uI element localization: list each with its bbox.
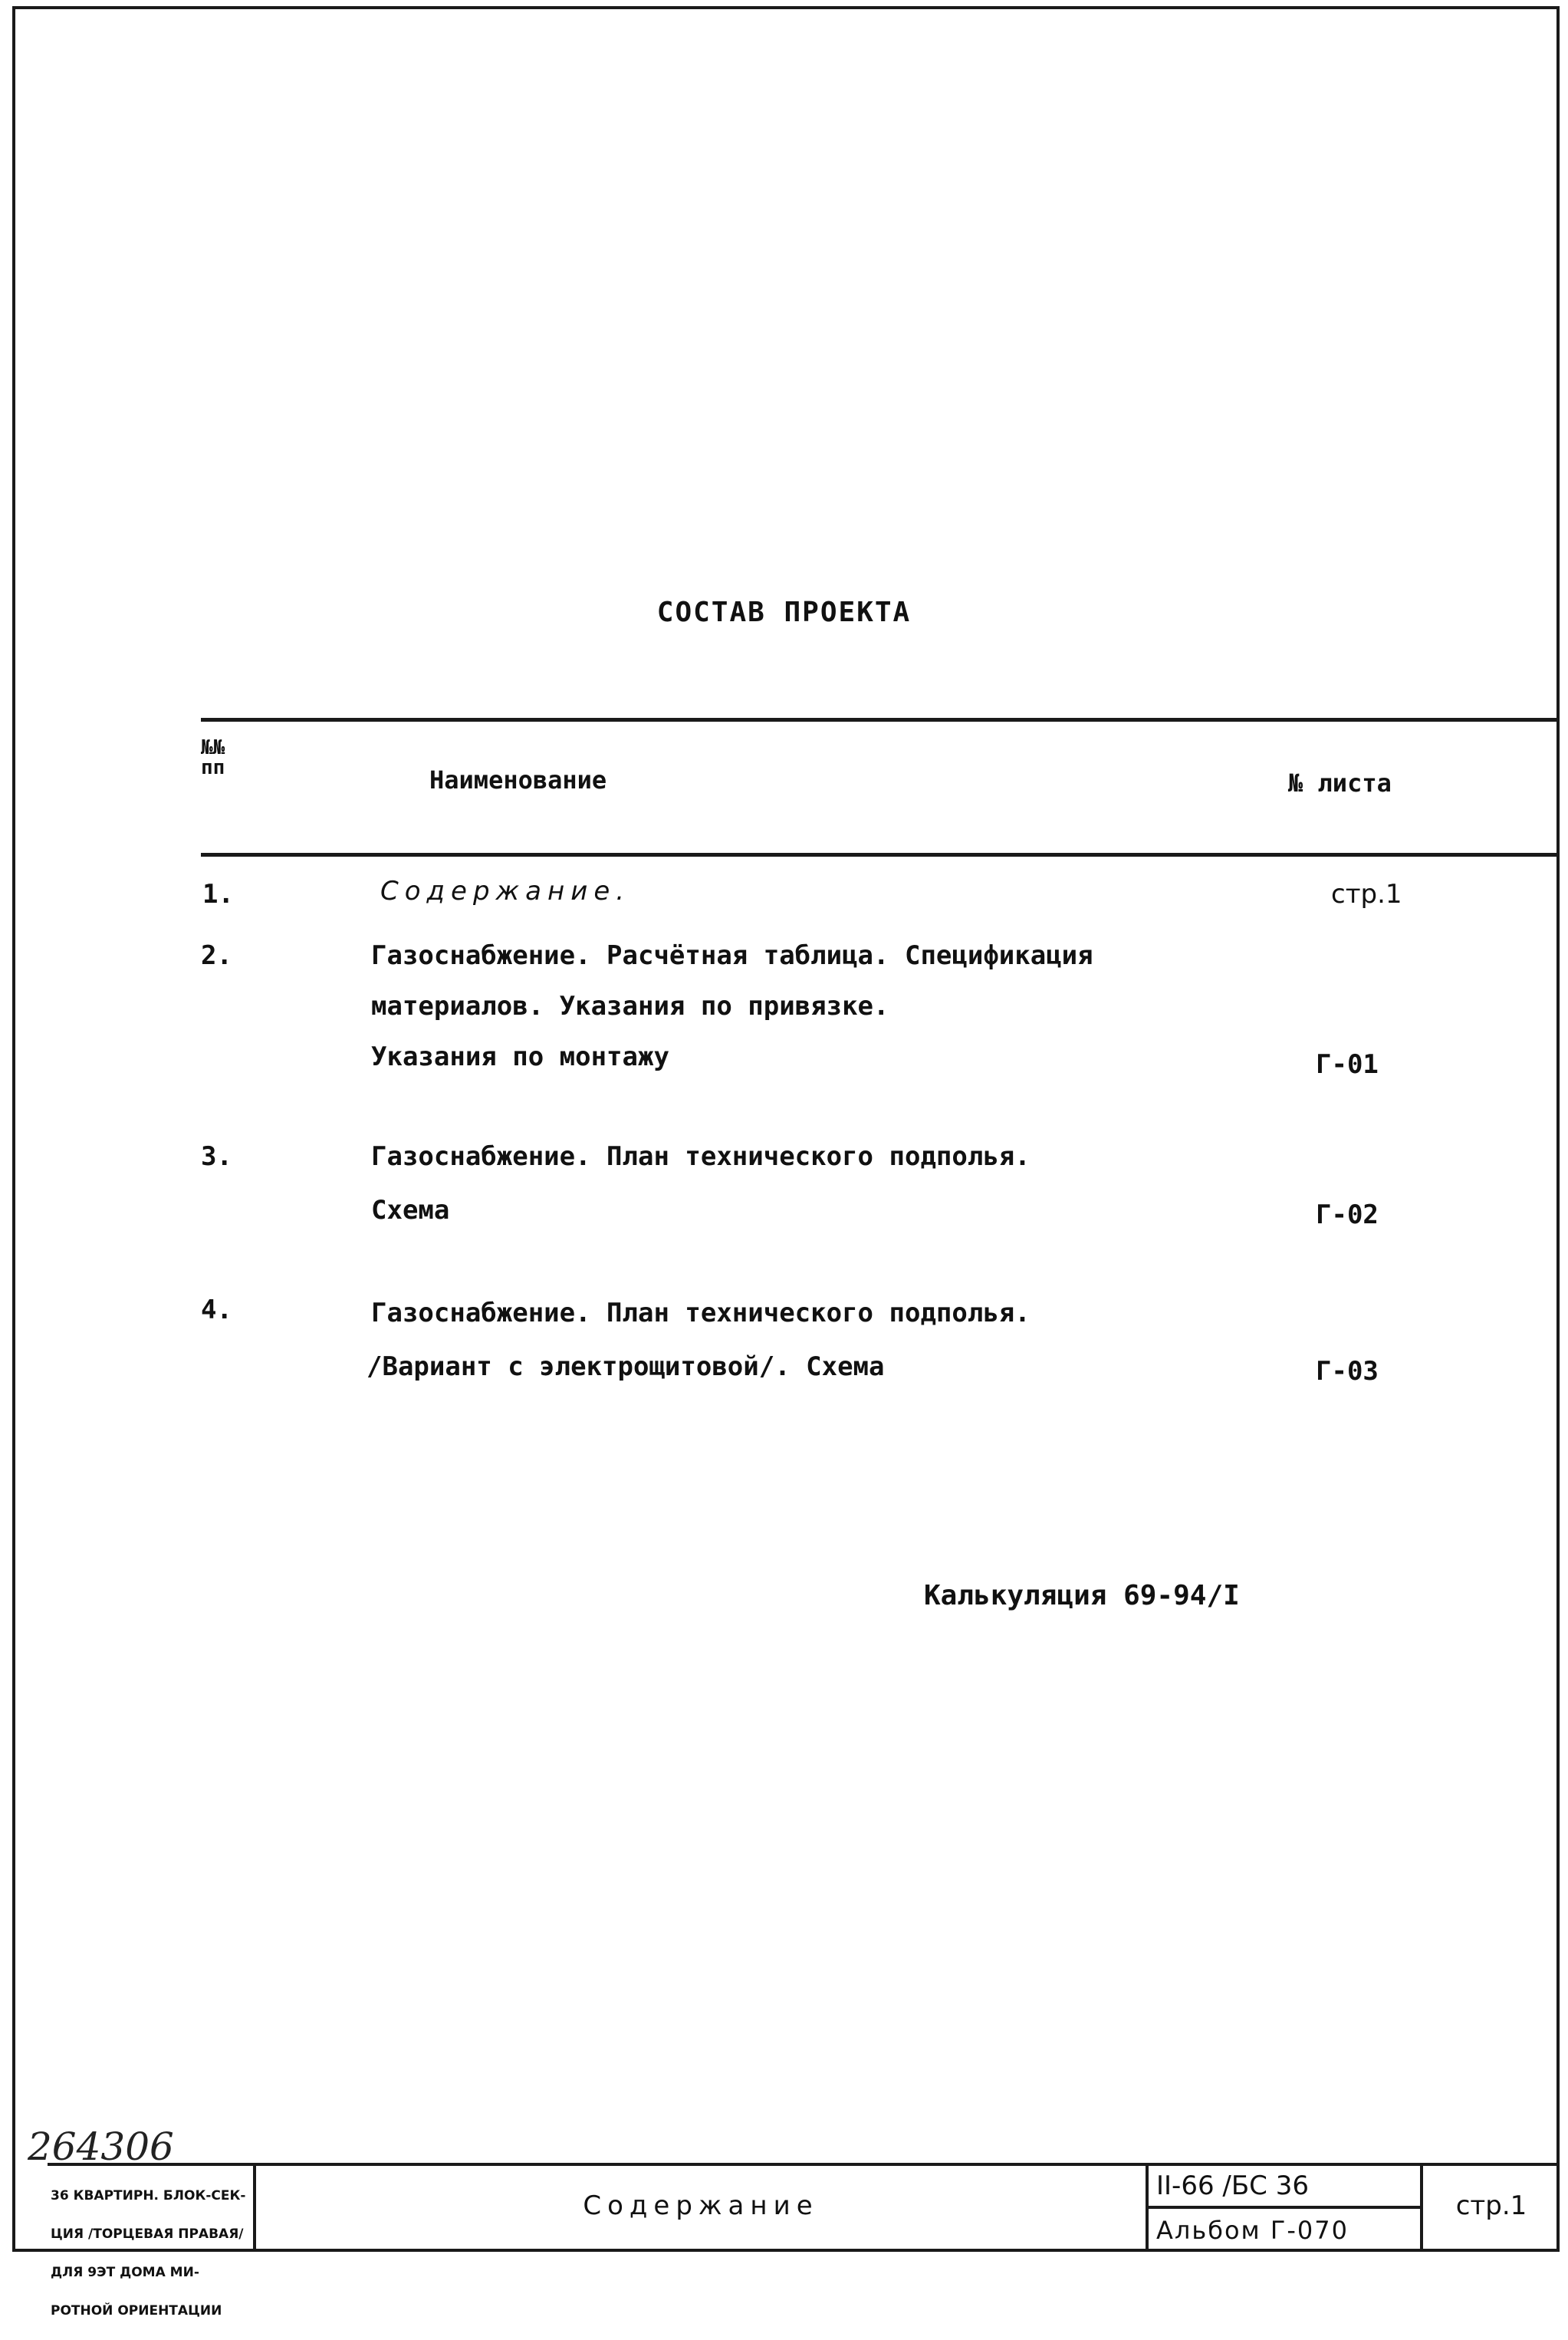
row-2-name-line-1: Газоснабжение. Расчётная таблица. Спецификация bbox=[371, 940, 1093, 971]
title-block-title: Содержание bbox=[256, 2166, 1149, 2252]
table-header-rule bbox=[201, 853, 1560, 857]
title-block-description-line: ЦИЯ /ТОРЦЕВАЯ ПРАВАЯ/ bbox=[51, 2226, 244, 2242]
row-4-name-line-2: /Вариант с электрощитовой/. Схема bbox=[367, 1351, 885, 1382]
row-4-number: 4. bbox=[201, 1295, 232, 1325]
row-3-number: 3. bbox=[201, 1141, 232, 1172]
calculation-reference: Калькуляция 69-94/I bbox=[924, 1580, 1240, 1611]
inventory-number: 264306 bbox=[28, 2124, 174, 2169]
table-top-rule bbox=[201, 718, 1560, 722]
row-3-name-line-2: Схема bbox=[371, 1195, 450, 1226]
row-3-sheet: Г-02 bbox=[1316, 1200, 1379, 1230]
row-3-name-line-1: Газоснабжение. План технического подполья. bbox=[371, 1141, 1031, 1172]
title-block-page: стр.1 bbox=[1455, 2190, 1527, 2221]
title-block bbox=[48, 2163, 1560, 2319]
row-2-sheet: Г-01 bbox=[1316, 1049, 1379, 1080]
title-block-description-line: ДЛЯ 9ЭТ ДОМА МИ- bbox=[51, 2265, 199, 2280]
row-2-name-line-3: Указания по монтажу bbox=[371, 1042, 669, 1072]
row-2-name-line-2: материалов. Указания по привязке. bbox=[371, 991, 889, 1022]
title-block-album: Альбом Г-070 bbox=[1156, 2216, 1349, 2245]
title-block-description-line: РОТНОЙ ОРИЕНТАЦИИ bbox=[51, 2303, 222, 2319]
row-1-number: 1. bbox=[202, 879, 234, 910]
row-1-name-line-1: Содержание. bbox=[380, 876, 631, 907]
title-block-series: II-66 /БС 36 bbox=[1149, 2166, 1420, 2209]
row-1-sheet: стр.1 bbox=[1331, 879, 1402, 910]
title-block-code bbox=[1149, 2166, 1423, 2252]
title-block-description bbox=[48, 2166, 256, 2319]
row-4-name-line-1: Газоснабжение. План технического подполья. bbox=[371, 1298, 1031, 1328]
drawing-frame bbox=[12, 6, 1560, 2252]
row-4-sheet: Г-03 bbox=[1316, 1356, 1379, 1387]
title-block-description-line: 36 КВАРТИРН. БЛОК-СЕК- bbox=[51, 2188, 246, 2203]
row-2-number: 2. bbox=[201, 940, 232, 971]
page-title: СОСТАВ ПРОЕКТА bbox=[656, 597, 912, 628]
header-sheet: № листа bbox=[1288, 768, 1392, 798]
header-number: №№ пп bbox=[201, 736, 225, 779]
header-name: Наименование bbox=[429, 765, 607, 795]
